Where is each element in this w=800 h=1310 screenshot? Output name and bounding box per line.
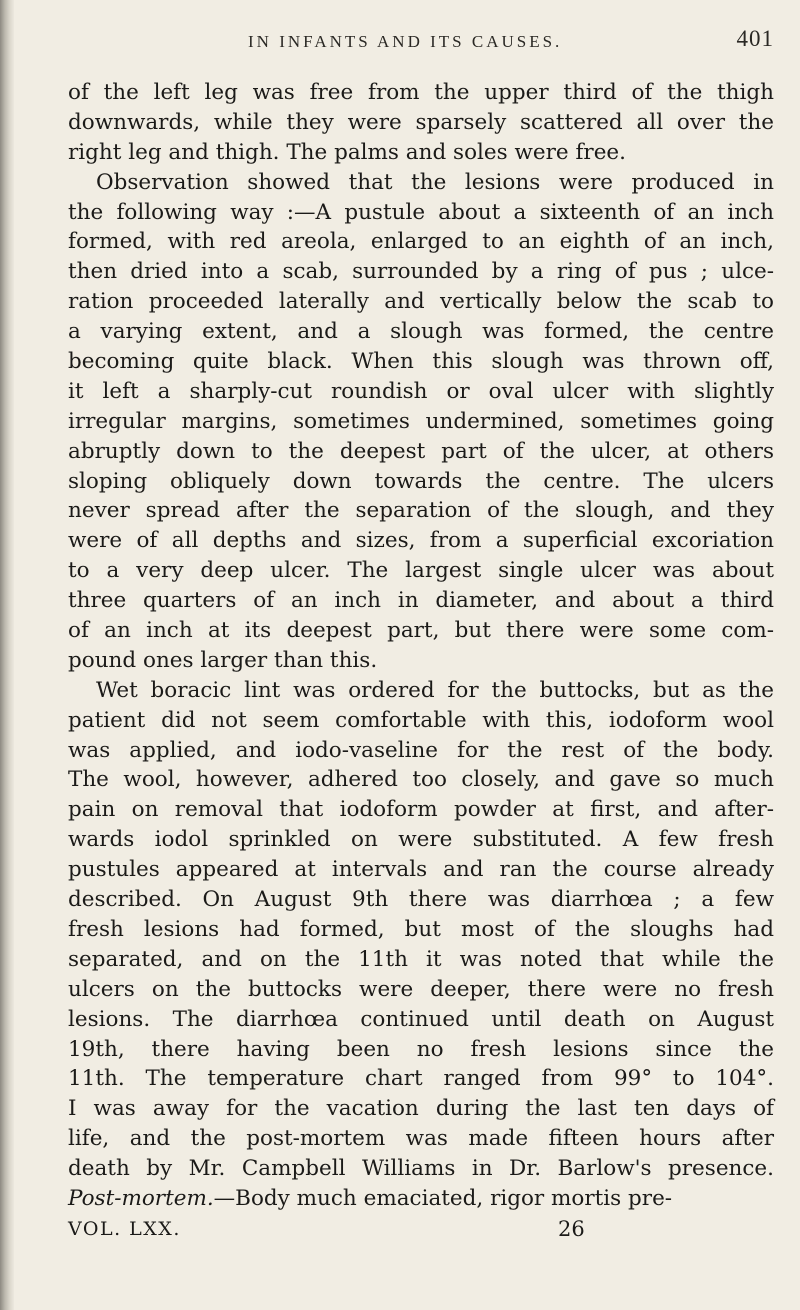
text-line: the following way :—A pustule about a sixteenth of an inch — [68, 199, 774, 225]
text-line: of the left leg was free from the upper third of the thigh — [68, 80, 774, 105]
text-line: irregular margins, sometimes undermined, sometimes going — [68, 408, 774, 434]
text-line: I was away for the vacation during the last ten days of — [68, 1096, 774, 1122]
text-line: Wet boracic lint was ordered for the buttocks, but as the — [96, 677, 774, 703]
page-footer — [68, 1214, 774, 1244]
text-line: never spread after the separation of the slough, and they — [68, 498, 774, 524]
text-line: separated, and on the 11th it was noted that while the — [68, 946, 774, 972]
book-page — [68, 24, 774, 1244]
text-line: wards iodol sprinkled on were substituted. A few fresh — [68, 827, 774, 853]
text-line: ration proceeded laterally and vertically below the scab to — [68, 289, 774, 315]
text-line: was applied, and iodo-vaseline for the rest of the body. — [68, 737, 774, 763]
text-line: downwards, while they were sparsely scattered all over the — [68, 109, 774, 135]
text-line: The wool, however, adhered too closely, and gave so much — [68, 767, 774, 793]
text-line: pustules appeared at intervals and ran the course already — [68, 857, 774, 883]
text-line: ulcers on the buttocks were deeper, there were no fresh — [68, 976, 774, 1002]
text-line: were of all depths and sizes, from a superficial excoriation — [68, 528, 774, 554]
post-mortem-text: —Body much emaciated, rigor mortis pre- — [213, 1185, 673, 1211]
text-line: sloping obliquely down towards the centre. The ulcers — [68, 468, 774, 494]
text-line: life, and the post-mortem was made fifteen hours after — [68, 1126, 774, 1152]
text-line: pain on removal that iodoform powder at first, and after- — [68, 797, 774, 823]
body-text — [68, 78, 774, 1184]
text-line: three quarters of an inch in diameter, and about a third — [68, 588, 774, 614]
text-line: death by Mr. Campbell Williams in Dr. Barlow's presence. — [68, 1156, 774, 1182]
text-line: abruptly down to the deepest part of the ulcer, at others — [68, 438, 774, 464]
text-line: right leg and thigh. The palms and soles were free. — [68, 139, 626, 165]
text-line: fresh lesions had formed, but most of the sloughs had — [68, 916, 774, 942]
volume-label: VOL. LXX. — [68, 1217, 181, 1240]
text-line: a varying extent, and a slough was formed, the centre — [68, 319, 774, 345]
running-title: IN INFANTS AND ITS CAUSES. — [248, 32, 563, 51]
text-line: described. On August 9th there was diarrhœa ; a few — [68, 887, 774, 913]
text-line: 11th. The temperature chart ranged from 99° to 104°. — [68, 1066, 774, 1092]
page-number: 401 — [736, 26, 774, 51]
text-line: then dried into a scab, surrounded by a ring of pus ; ulce- — [68, 259, 774, 285]
text-line: lesions. The diarrhœa continued until death on August — [68, 1006, 774, 1032]
signature-mark: 26 — [558, 1216, 585, 1241]
text-line: formed, with red areola, enlarged to an eighth of an inch, — [68, 229, 774, 255]
text-line: it left a sharply-cut roundish or oval ulcer with slightly — [68, 378, 774, 404]
text-line: pound ones larger than this. — [68, 647, 378, 673]
text-line: patient did not seem comfortable with this, iodoform wool — [68, 707, 774, 733]
text-line: Observation showed that the lesions were produced in — [96, 169, 774, 195]
running-head — [68, 24, 774, 56]
text-line: becoming quite black. When this slough was thrown off, — [68, 349, 774, 375]
text-line: to a very deep ulcer. The largest single ulcer was about — [68, 558, 774, 584]
text-line: 19th, there having been no fresh lesions since the — [68, 1036, 774, 1062]
book-gutter-shadow — [0, 0, 14, 1310]
post-mortem-heading: Post-mortem. — [68, 1185, 214, 1211]
text-line-post-mortem — [68, 1184, 774, 1214]
text-line: of an inch at its deepest part, but there were some com- — [68, 618, 774, 644]
